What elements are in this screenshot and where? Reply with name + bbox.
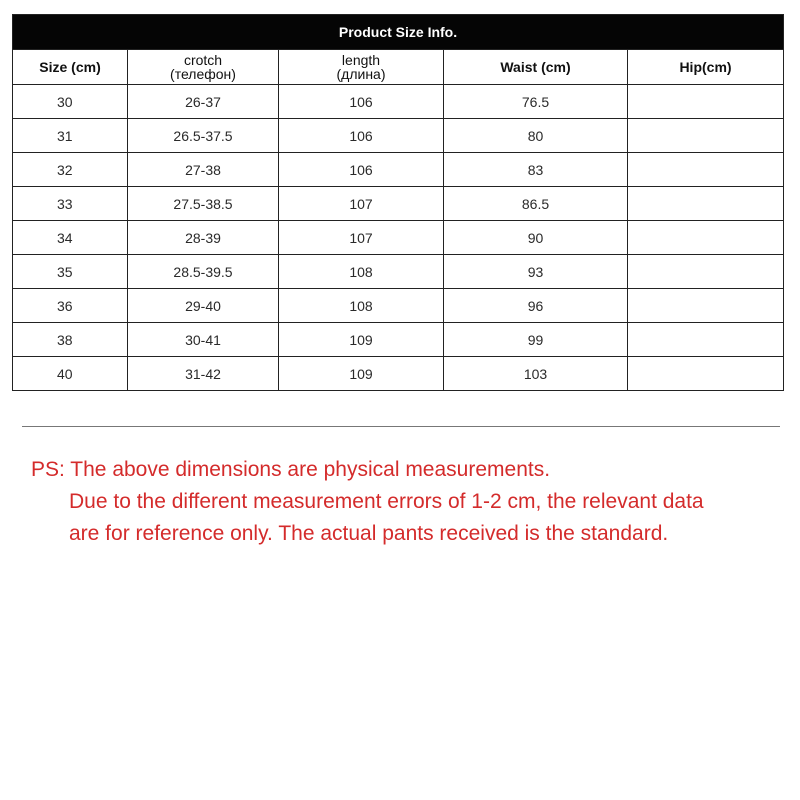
header-crotch-label: crotch (183, 52, 223, 68)
header-length-label: length (341, 52, 381, 68)
header-hip: Hip(cm) (628, 50, 784, 85)
cell-waist: 93 (444, 255, 628, 289)
table-row (13, 153, 784, 187)
cell-length: 107 (279, 221, 444, 255)
table-row (13, 289, 784, 323)
cell-waist: 99 (444, 323, 628, 357)
table-row (13, 323, 784, 357)
header-length-label-ru: (длина) (336, 66, 386, 82)
cell-crotch: 26.5-37.5 (128, 119, 279, 153)
cell-hip (628, 187, 784, 221)
cell-hip (628, 289, 784, 323)
cell-waist: 86.5 (444, 187, 628, 221)
cell-crotch: 28.5-39.5 (128, 255, 279, 289)
table-row (13, 357, 784, 391)
header-waist: Waist (cm) (444, 50, 628, 85)
table-row (13, 255, 784, 289)
table-title-row (13, 15, 784, 50)
header-crotch (128, 50, 279, 85)
size-chart-table (12, 14, 784, 391)
cell-crotch: 28-39 (128, 221, 279, 255)
cell-size: 34 (13, 221, 128, 255)
cell-length: 106 (279, 85, 444, 119)
cell-size: 40 (13, 357, 128, 391)
cell-waist: 76.5 (444, 85, 628, 119)
cell-length: 107 (279, 187, 444, 221)
cell-crotch: 27-38 (128, 153, 279, 187)
cell-waist: 90 (444, 221, 628, 255)
table-row (13, 119, 784, 153)
cell-length: 108 (279, 255, 444, 289)
cell-hip (628, 255, 784, 289)
cell-size: 38 (13, 323, 128, 357)
header-size: Size (cm) (13, 50, 128, 85)
note-line-3: are for reference only. The actual pants received is the standard. (69, 522, 669, 545)
cell-hip (628, 85, 784, 119)
table-header-row (13, 50, 784, 85)
cell-length: 106 (279, 119, 444, 153)
cell-hip (628, 357, 784, 391)
cell-hip (628, 119, 784, 153)
cell-hip (628, 221, 784, 255)
table-row (13, 85, 784, 119)
cell-crotch: 29-40 (128, 289, 279, 323)
cell-hip (628, 323, 784, 357)
cell-size: 35 (13, 255, 128, 289)
note-line-2: Due to the different measurement errors of 1-2 cm, the relevant data (69, 490, 704, 513)
cell-hip (628, 153, 784, 187)
cell-size: 32 (13, 153, 128, 187)
table-row (13, 221, 784, 255)
cell-crotch: 26-37 (128, 85, 279, 119)
header-crotch-label-ru: (телефон) (170, 66, 236, 82)
cell-waist: 80 (444, 119, 628, 153)
cell-waist: 103 (444, 357, 628, 391)
cell-length: 108 (279, 289, 444, 323)
header-length (279, 50, 444, 85)
table-row (13, 187, 784, 221)
cell-length: 106 (279, 153, 444, 187)
cell-waist: 96 (444, 289, 628, 323)
cell-size: 33 (13, 187, 128, 221)
cell-crotch: 31-42 (128, 357, 279, 391)
cell-waist: 83 (444, 153, 628, 187)
measurement-note (31, 454, 704, 550)
cell-length: 109 (279, 357, 444, 391)
note-line-1: PS: The above dimensions are physical measurements. (31, 458, 551, 481)
cell-size: 31 (13, 119, 128, 153)
cell-length: 109 (279, 323, 444, 357)
cell-crotch: 30-41 (128, 323, 279, 357)
divider-line (22, 426, 780, 427)
cell-crotch: 27.5-38.5 (128, 187, 279, 221)
table-title: Product Size Info. (13, 15, 784, 50)
cell-size: 30 (13, 85, 128, 119)
cell-size: 36 (13, 289, 128, 323)
